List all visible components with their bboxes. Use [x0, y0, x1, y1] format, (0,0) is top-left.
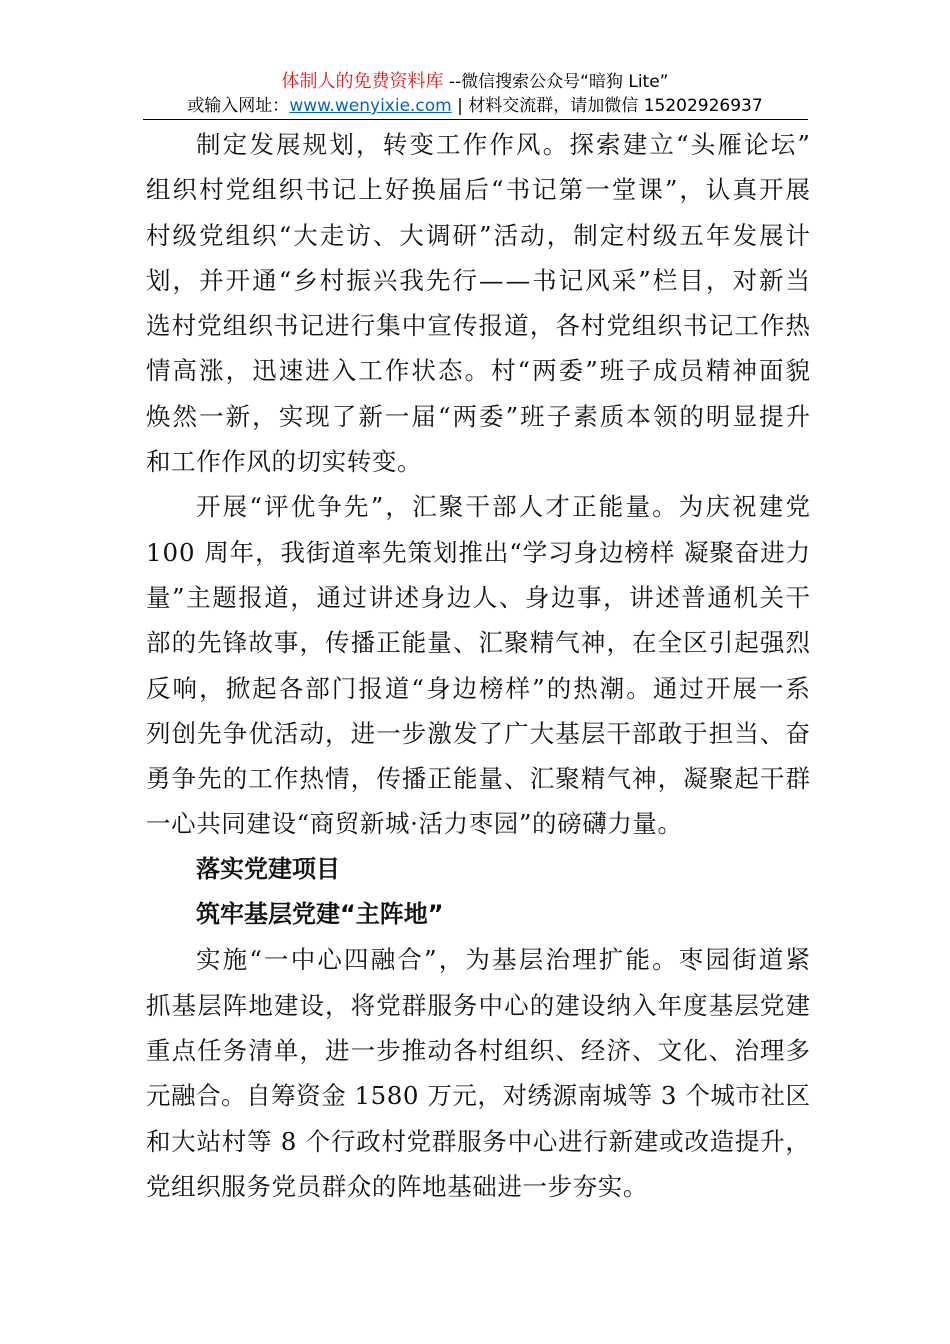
paragraph-2 — [146, 484, 813, 846]
text-line: 勇争先的工作热情，传播正能量、汇聚精气神，凝聚起干群 — [146, 764, 812, 794]
text-line: 和工作作风的切实转变。 — [146, 447, 423, 477]
header-tagline: --微信搜索公众号“暗狗 Lite” — [443, 72, 669, 92]
subsection-heading: 筑牢基层党建“主阵地” — [196, 900, 444, 929]
text-line: 元融合。自筹资金 1580 万元，对绣源南城等 3 个城市社区 — [146, 1081, 811, 1111]
text-line: 部的先锋故事，传播正能量、汇聚精气神，在全区引起强烈 — [146, 628, 812, 658]
text-line: 列创先争优活动，进一步激发了广大基层干部敢于担当、奋 — [146, 718, 812, 748]
text-line: 党组织服务党员群众的阵地基础进一步夯实。 — [146, 1171, 648, 1201]
text-line: 和大站村等 8 个行政村党群服务中心进行新建或改造提升， — [146, 1126, 811, 1156]
text-line: 开展“评优争先”，汇聚干部人才正能量。为庆祝建党 — [196, 492, 813, 522]
text-line: 100 周年，我街道率先策划推出“学习身边榜样 凝聚奋进力 — [146, 537, 812, 567]
header-line-1 — [0, 70, 950, 94]
section-heading: 落实党建项目 — [196, 854, 340, 883]
text-line: 组织村党组织书记上好换届后“书记第一堂课”，认真开展 — [146, 175, 813, 205]
text-line: 重点任务清单，进一步推动各村组织、经济、文化、治理多 — [146, 1035, 812, 1065]
text-line: 一心共同建设“商贸新城·活力枣园”的磅礴力量。 — [146, 809, 683, 839]
paragraph-3 — [146, 937, 813, 1209]
text-line: 划，并开通“乡村振兴我先行——书记风采”栏目，对新当 — [146, 265, 813, 295]
text-line: 情高涨，迅速进入工作状态。村“两委”班子成员精神面貌 — [146, 356, 813, 386]
text-line: 焕然一新，实现了新一届“两委”班子素质本领的明显提升 — [146, 401, 813, 431]
paragraph-1 — [146, 122, 813, 484]
contact-info: 材料交流群，请加微信 15202926937 — [468, 96, 763, 116]
text-line: 制定发展规划，转变工作作风。探索建立“头雁论坛” — [196, 130, 813, 159]
brand-title: 体制人的免费资料库 — [281, 71, 444, 92]
header-divider — [143, 119, 808, 120]
text-line: 抓基层阵地建设，将党群服务中心的建设纳入年度基层党建 — [146, 990, 812, 1020]
text-line: 实施“一中心四融合”，为基层治理扩能。枣园街道紧 — [196, 945, 813, 975]
header-line-2 — [0, 94, 950, 118]
url-prefix: 或输入网址： — [187, 96, 290, 116]
text-line: 量”主题报道，通过讲述身边人、身边事，讲述普通机关干 — [146, 582, 812, 612]
text-line: 反响，掀起各部门报道“身边榜样”的热潮。通过开展一系 — [146, 673, 813, 703]
text-line: 选村党组织书记进行集中宣传报道，各村党组织书记工作热 — [146, 311, 812, 341]
text-line: 村级党组织“大走访、大调研”活动，制定村级五年发展计 — [146, 220, 813, 250]
document-body — [146, 122, 813, 1209]
watermark-header — [0, 70, 950, 118]
header-separator: | — [451, 96, 469, 116]
website-link[interactable]: www.wenyixie.com — [289, 96, 452, 116]
